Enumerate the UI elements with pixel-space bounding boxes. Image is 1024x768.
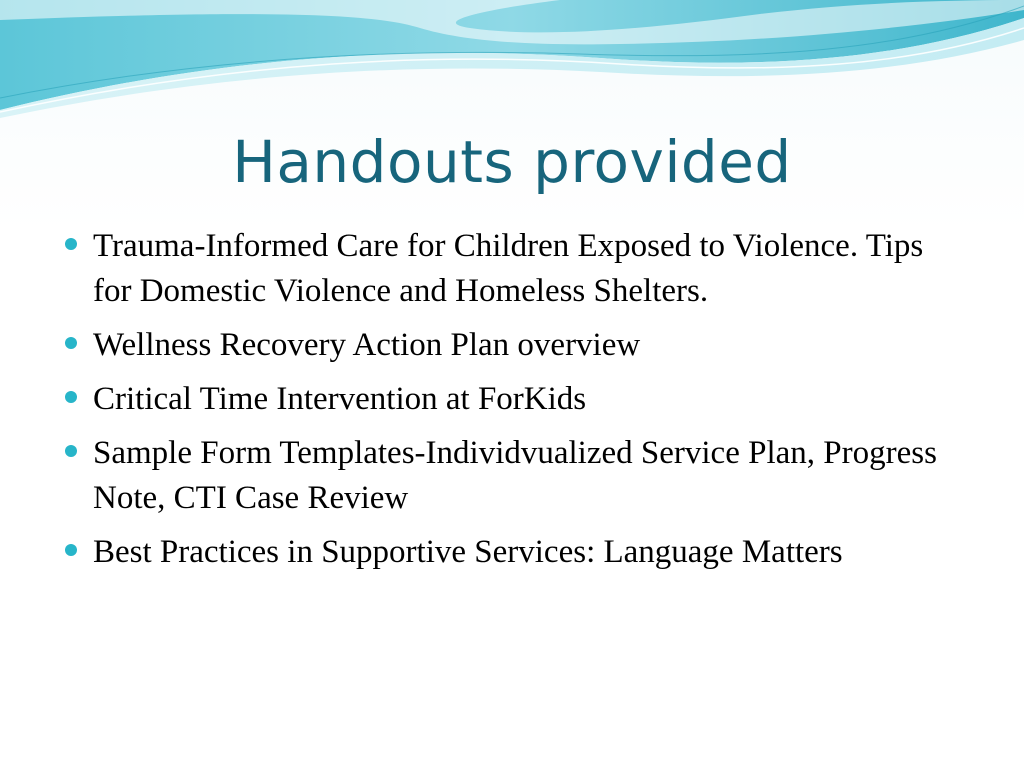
bullet-text: Trauma-Informed Care for Children Exposed to Violence. Tips for Domestic Violence and Homeless Shelters. bbox=[93, 228, 924, 309]
list-item bbox=[62, 224, 962, 314]
list-item bbox=[62, 323, 962, 368]
bullet-icon bbox=[65, 238, 77, 250]
bullet-text: Best Practices in Supportive Services: Language Matters bbox=[93, 534, 843, 570]
list-item bbox=[62, 431, 962, 521]
bullet-list bbox=[62, 224, 962, 584]
bullet-icon bbox=[65, 391, 77, 403]
bullet-text: Sample Form Templates-Individvualized Service Plan, Progress Note, CTI Case Review bbox=[93, 435, 937, 516]
bullet-icon bbox=[65, 337, 77, 349]
bullet-icon bbox=[65, 544, 77, 556]
bullet-icon bbox=[65, 445, 77, 457]
list-item bbox=[62, 530, 962, 575]
bullet-text: Critical Time Intervention at ForKids bbox=[93, 381, 587, 417]
slide-title: Handouts provided bbox=[232, 128, 792, 196]
list-item bbox=[62, 377, 962, 422]
bullet-text: Wellness Recovery Action Plan overview bbox=[93, 327, 641, 363]
header-wave-decoration bbox=[0, 0, 1024, 130]
